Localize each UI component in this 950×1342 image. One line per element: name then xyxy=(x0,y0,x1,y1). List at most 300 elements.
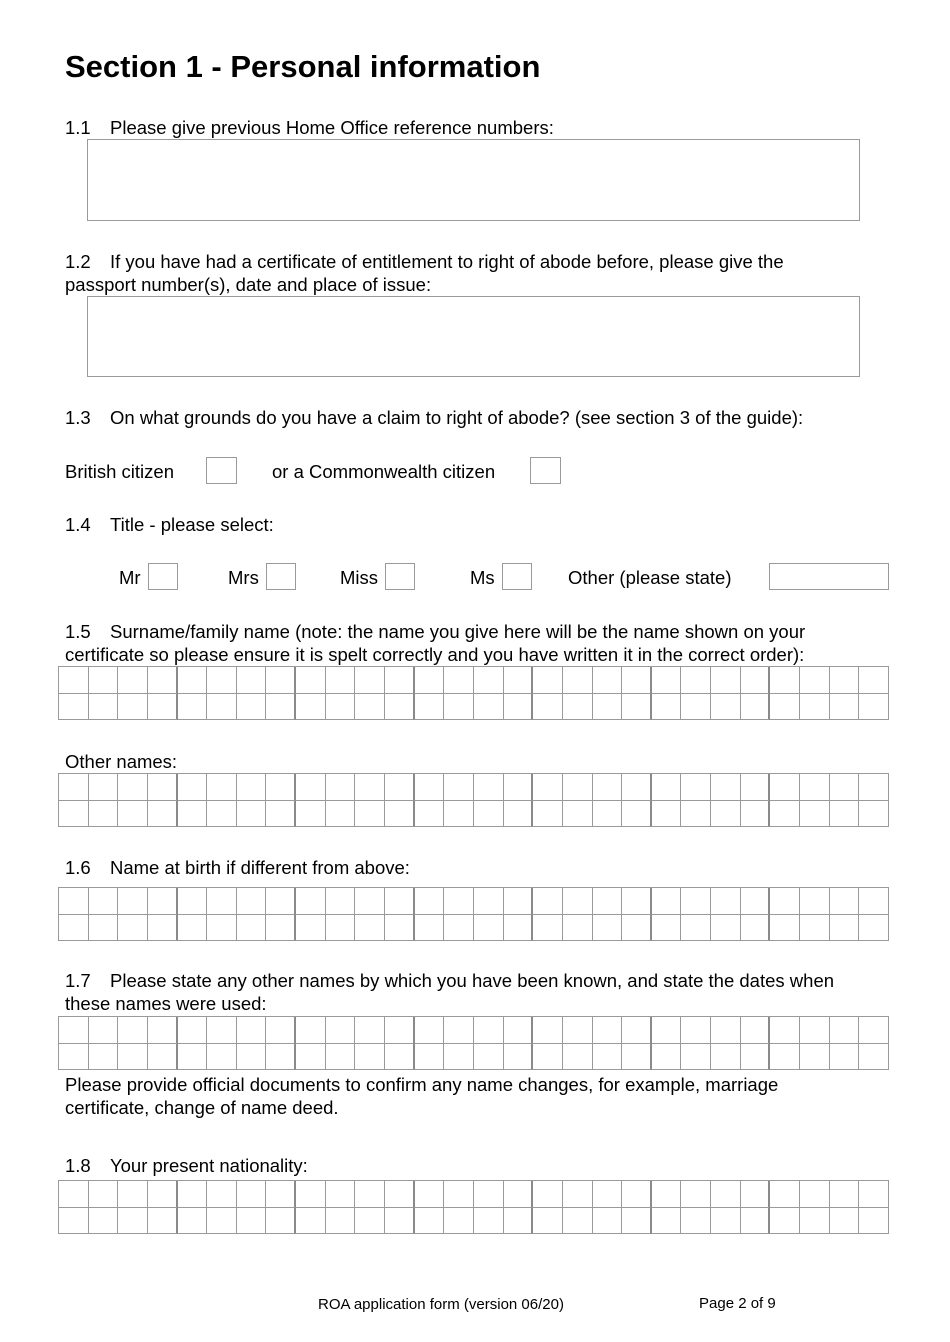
character-cell[interactable] xyxy=(474,1017,504,1044)
character-cell[interactable] xyxy=(711,694,741,721)
character-cell[interactable] xyxy=(593,1044,623,1071)
character-cell[interactable] xyxy=(622,1017,652,1044)
character-cell[interactable] xyxy=(207,1181,237,1208)
character-cell[interactable] xyxy=(859,694,889,721)
character-cell[interactable] xyxy=(59,915,89,942)
character-cell[interactable] xyxy=(59,1044,89,1071)
character-cell[interactable] xyxy=(296,667,326,694)
character-cell[interactable] xyxy=(859,915,889,942)
character-cell[interactable] xyxy=(326,1208,356,1235)
character-cell[interactable] xyxy=(59,888,89,915)
character-cell[interactable] xyxy=(593,1208,623,1235)
question-text: Please give previous Home Office reference numbers: xyxy=(110,117,554,138)
character-cell[interactable] xyxy=(444,694,474,721)
character-cell[interactable] xyxy=(355,915,385,942)
character-cell[interactable] xyxy=(178,1044,208,1071)
character-cell[interactable] xyxy=(504,1181,534,1208)
character-cell[interactable] xyxy=(622,1044,652,1071)
character-cell[interactable] xyxy=(474,694,504,721)
character-cell[interactable] xyxy=(533,667,563,694)
character-cell[interactable] xyxy=(652,667,682,694)
title-other-input[interactable] xyxy=(769,563,889,590)
character-cell[interactable] xyxy=(355,1017,385,1044)
character-cell[interactable] xyxy=(178,1208,208,1235)
character-cell[interactable] xyxy=(237,1181,267,1208)
character-cell[interactable] xyxy=(533,888,563,915)
character-cell[interactable] xyxy=(622,1208,652,1235)
character-cell[interactable] xyxy=(326,888,356,915)
character-cell[interactable] xyxy=(415,1017,445,1044)
character-cell[interactable] xyxy=(326,694,356,721)
character-cell[interactable] xyxy=(237,1208,267,1235)
character-cell[interactable] xyxy=(830,888,860,915)
character-cell[interactable] xyxy=(444,888,474,915)
character-cell[interactable] xyxy=(89,1017,119,1044)
character-cell[interactable] xyxy=(415,915,445,942)
character-cell[interactable] xyxy=(148,1017,178,1044)
character-cell[interactable] xyxy=(474,1044,504,1071)
character-cell[interactable] xyxy=(681,1044,711,1071)
character-cell[interactable] xyxy=(711,1181,741,1208)
character-cell[interactable] xyxy=(444,774,474,801)
character-cell[interactable] xyxy=(415,774,445,801)
character-cell[interactable] xyxy=(741,1044,771,1071)
character-cell[interactable] xyxy=(800,1044,830,1071)
character-cell[interactable] xyxy=(89,1044,119,1071)
character-cell[interactable] xyxy=(296,915,326,942)
character-cell[interactable] xyxy=(681,1208,711,1235)
character-cell[interactable] xyxy=(118,1017,148,1044)
character-cell[interactable] xyxy=(770,1208,800,1235)
character-cell[interactable] xyxy=(59,667,89,694)
character-cell[interactable] xyxy=(800,667,830,694)
character-cell[interactable] xyxy=(474,888,504,915)
character-cell[interactable] xyxy=(681,915,711,942)
character-cell[interactable] xyxy=(178,801,208,828)
character-cell[interactable] xyxy=(355,1181,385,1208)
character-cell[interactable] xyxy=(148,774,178,801)
character-cell[interactable] xyxy=(563,915,593,942)
character-cell[interactable] xyxy=(178,667,208,694)
character-cell[interactable] xyxy=(711,915,741,942)
character-cell[interactable] xyxy=(118,1044,148,1071)
name-at-birth-character-grid[interactable] xyxy=(58,887,889,941)
character-cell[interactable] xyxy=(355,888,385,915)
character-cell[interactable] xyxy=(711,774,741,801)
character-cell[interactable] xyxy=(178,1017,208,1044)
character-cell[interactable] xyxy=(207,667,237,694)
question-number: 1.8 xyxy=(65,1155,91,1176)
character-cell[interactable] xyxy=(504,1044,534,1071)
character-cell[interactable] xyxy=(830,667,860,694)
character-cell[interactable] xyxy=(800,801,830,828)
character-cell[interactable] xyxy=(652,1181,682,1208)
character-cell[interactable] xyxy=(266,915,296,942)
character-cell[interactable] xyxy=(474,801,504,828)
character-cell[interactable] xyxy=(266,1181,296,1208)
character-cell[interactable] xyxy=(207,1044,237,1071)
character-cell[interactable] xyxy=(711,1017,741,1044)
character-cell[interactable] xyxy=(593,1181,623,1208)
character-cell[interactable] xyxy=(415,667,445,694)
character-cell[interactable] xyxy=(415,694,445,721)
character-cell[interactable] xyxy=(741,915,771,942)
character-cell[interactable] xyxy=(118,667,148,694)
character-cell[interactable] xyxy=(830,774,860,801)
character-cell[interactable] xyxy=(681,888,711,915)
character-cell[interactable] xyxy=(296,694,326,721)
character-cell[interactable] xyxy=(178,694,208,721)
character-cell[interactable] xyxy=(266,774,296,801)
character-cell[interactable] xyxy=(444,801,474,828)
character-cell[interactable] xyxy=(237,888,267,915)
character-cell[interactable] xyxy=(207,774,237,801)
character-cell[interactable] xyxy=(326,801,356,828)
character-cell[interactable] xyxy=(266,1208,296,1235)
character-cell[interactable] xyxy=(178,888,208,915)
character-cell[interactable] xyxy=(859,1017,889,1044)
character-cell[interactable] xyxy=(533,915,563,942)
character-cell[interactable] xyxy=(563,801,593,828)
character-cell[interactable] xyxy=(415,1181,445,1208)
character-cell[interactable] xyxy=(622,915,652,942)
character-cell[interactable] xyxy=(593,915,623,942)
character-cell[interactable] xyxy=(355,801,385,828)
character-cell[interactable] xyxy=(504,915,534,942)
character-cell[interactable] xyxy=(474,667,504,694)
character-cell[interactable] xyxy=(859,888,889,915)
character-cell[interactable] xyxy=(563,774,593,801)
character-cell[interactable] xyxy=(563,1017,593,1044)
character-cell[interactable] xyxy=(770,774,800,801)
character-cell[interactable] xyxy=(741,1181,771,1208)
character-cell[interactable] xyxy=(622,888,652,915)
character-cell[interactable] xyxy=(266,888,296,915)
character-cell[interactable] xyxy=(266,801,296,828)
character-cell[interactable] xyxy=(415,1044,445,1071)
character-cell[interactable] xyxy=(830,1017,860,1044)
character-cell[interactable] xyxy=(622,801,652,828)
character-cell[interactable] xyxy=(326,915,356,942)
character-cell[interactable] xyxy=(504,694,534,721)
character-cell[interactable] xyxy=(681,1181,711,1208)
nationality-character-grid[interactable] xyxy=(58,1180,889,1234)
character-cell[interactable] xyxy=(89,1208,119,1235)
character-cell[interactable] xyxy=(593,774,623,801)
character-cell[interactable] xyxy=(830,801,860,828)
character-cell[interactable] xyxy=(504,1208,534,1235)
character-cell[interactable] xyxy=(474,915,504,942)
character-cell[interactable] xyxy=(859,1044,889,1071)
question-text: Surname/family name (note: the name you give here will be the name shown on your xyxy=(110,621,806,642)
character-cell[interactable] xyxy=(770,1044,800,1071)
character-cell[interactable] xyxy=(326,667,356,694)
character-cell[interactable] xyxy=(207,1017,237,1044)
character-cell[interactable] xyxy=(385,1208,415,1235)
character-cell[interactable] xyxy=(415,888,445,915)
character-cell[interactable] xyxy=(148,694,178,721)
character-cell[interactable] xyxy=(741,667,771,694)
character-cell[interactable] xyxy=(652,915,682,942)
character-cell[interactable] xyxy=(296,1208,326,1235)
character-cell[interactable] xyxy=(859,1181,889,1208)
character-cell[interactable] xyxy=(385,774,415,801)
character-cell[interactable] xyxy=(593,1017,623,1044)
character-cell[interactable] xyxy=(415,1208,445,1235)
character-cell[interactable] xyxy=(118,801,148,828)
character-cell[interactable] xyxy=(800,694,830,721)
title-miss-checkbox[interactable] xyxy=(385,563,415,590)
character-cell[interactable] xyxy=(770,1017,800,1044)
character-cell[interactable] xyxy=(444,1181,474,1208)
character-cell[interactable] xyxy=(178,915,208,942)
character-cell[interactable] xyxy=(118,774,148,801)
character-cell[interactable] xyxy=(296,801,326,828)
character-cell[interactable] xyxy=(681,667,711,694)
character-cell[interactable] xyxy=(770,915,800,942)
character-cell[interactable] xyxy=(326,1017,356,1044)
character-cell[interactable] xyxy=(385,694,415,721)
character-cell[interactable] xyxy=(266,1017,296,1044)
character-cell[interactable] xyxy=(800,774,830,801)
character-cell[interactable] xyxy=(385,1181,415,1208)
character-cell[interactable] xyxy=(118,915,148,942)
character-cell[interactable] xyxy=(326,1044,356,1071)
character-cell[interactable] xyxy=(385,801,415,828)
character-cell[interactable] xyxy=(741,801,771,828)
character-cell[interactable] xyxy=(563,667,593,694)
character-cell[interactable] xyxy=(859,774,889,801)
character-cell[interactable] xyxy=(593,694,623,721)
character-cell[interactable] xyxy=(148,1044,178,1071)
character-cell[interactable] xyxy=(355,774,385,801)
title-mr-checkbox[interactable] xyxy=(148,563,178,590)
character-cell[interactable] xyxy=(770,667,800,694)
character-cell[interactable] xyxy=(622,667,652,694)
character-cell[interactable] xyxy=(178,1181,208,1208)
character-cell[interactable] xyxy=(118,1208,148,1235)
character-cell[interactable] xyxy=(237,1044,267,1071)
character-cell[interactable] xyxy=(533,1208,563,1235)
character-cell[interactable] xyxy=(266,1044,296,1071)
character-cell[interactable] xyxy=(89,667,119,694)
character-cell[interactable] xyxy=(533,1017,563,1044)
character-cell[interactable] xyxy=(622,1181,652,1208)
character-cell[interactable] xyxy=(326,1181,356,1208)
character-cell[interactable] xyxy=(355,667,385,694)
character-cell[interactable] xyxy=(800,1017,830,1044)
character-cell[interactable] xyxy=(385,888,415,915)
character-cell[interactable] xyxy=(859,667,889,694)
character-cell[interactable] xyxy=(148,888,178,915)
character-cell[interactable] xyxy=(207,1208,237,1235)
character-cell[interactable] xyxy=(444,1017,474,1044)
character-cell[interactable] xyxy=(652,888,682,915)
character-cell[interactable] xyxy=(652,1017,682,1044)
character-cell[interactable] xyxy=(741,1017,771,1044)
character-cell[interactable] xyxy=(830,1208,860,1235)
character-cell[interactable] xyxy=(622,774,652,801)
character-cell[interactable] xyxy=(296,1044,326,1071)
character-cell[interactable] xyxy=(652,694,682,721)
character-cell[interactable] xyxy=(593,888,623,915)
character-cell[interactable] xyxy=(237,915,267,942)
character-cell[interactable] xyxy=(296,774,326,801)
character-cell[interactable] xyxy=(266,694,296,721)
character-cell[interactable] xyxy=(326,774,356,801)
character-cell[interactable] xyxy=(148,801,178,828)
character-cell[interactable] xyxy=(89,915,119,942)
character-cell[interactable] xyxy=(296,1181,326,1208)
character-cell[interactable] xyxy=(533,774,563,801)
character-cell[interactable] xyxy=(711,1208,741,1235)
character-cell[interactable] xyxy=(800,1208,830,1235)
character-cell[interactable] xyxy=(593,801,623,828)
home-office-reference-input[interactable] xyxy=(87,139,860,221)
character-cell[interactable] xyxy=(652,1044,682,1071)
surname-character-grid[interactable] xyxy=(58,666,889,720)
character-cell[interactable] xyxy=(296,888,326,915)
character-cell[interactable] xyxy=(355,1208,385,1235)
character-cell[interactable] xyxy=(266,667,296,694)
character-cell[interactable] xyxy=(533,694,563,721)
character-cell[interactable] xyxy=(563,694,593,721)
character-cell[interactable] xyxy=(444,915,474,942)
character-cell[interactable] xyxy=(89,694,119,721)
character-cell[interactable] xyxy=(859,1208,889,1235)
character-cell[interactable] xyxy=(800,915,830,942)
character-cell[interactable] xyxy=(59,774,89,801)
character-cell[interactable] xyxy=(474,1181,504,1208)
character-cell[interactable] xyxy=(89,1181,119,1208)
character-cell[interactable] xyxy=(830,1044,860,1071)
character-cell[interactable] xyxy=(859,801,889,828)
character-cell[interactable] xyxy=(237,801,267,828)
character-cell[interactable] xyxy=(89,801,119,828)
character-cell[interactable] xyxy=(711,1044,741,1071)
character-cell[interactable] xyxy=(533,1181,563,1208)
character-cell[interactable] xyxy=(178,774,208,801)
character-cell[interactable] xyxy=(444,667,474,694)
character-cell[interactable] xyxy=(741,888,771,915)
character-cell[interactable] xyxy=(593,667,623,694)
character-cell[interactable] xyxy=(741,1208,771,1235)
character-cell[interactable] xyxy=(770,801,800,828)
character-cell[interactable] xyxy=(296,1017,326,1044)
character-cell[interactable] xyxy=(741,774,771,801)
character-cell[interactable] xyxy=(474,774,504,801)
character-cell[interactable] xyxy=(355,694,385,721)
character-cell[interactable] xyxy=(652,801,682,828)
character-cell[interactable] xyxy=(770,1181,800,1208)
character-cell[interactable] xyxy=(148,1181,178,1208)
character-cell[interactable] xyxy=(237,1017,267,1044)
character-cell[interactable] xyxy=(237,774,267,801)
character-cell[interactable] xyxy=(533,801,563,828)
character-cell[interactable] xyxy=(800,1181,830,1208)
character-cell[interactable] xyxy=(830,915,860,942)
character-cell[interactable] xyxy=(385,915,415,942)
character-cell[interactable] xyxy=(237,694,267,721)
character-cell[interactable] xyxy=(563,1044,593,1071)
question-number: 1.3 xyxy=(65,407,91,428)
character-cell[interactable] xyxy=(741,694,771,721)
character-cell[interactable] xyxy=(504,667,534,694)
character-cell[interactable] xyxy=(207,694,237,721)
character-cell[interactable] xyxy=(800,888,830,915)
character-cell[interactable] xyxy=(563,888,593,915)
character-cell[interactable] xyxy=(681,774,711,801)
character-cell[interactable] xyxy=(681,694,711,721)
character-cell[interactable] xyxy=(59,1208,89,1235)
character-cell[interactable] xyxy=(533,1044,563,1071)
character-cell[interactable] xyxy=(207,915,237,942)
character-cell[interactable] xyxy=(681,1017,711,1044)
character-cell[interactable] xyxy=(385,667,415,694)
character-cell[interactable] xyxy=(385,1044,415,1071)
character-cell[interactable] xyxy=(237,667,267,694)
character-cell[interactable] xyxy=(444,1208,474,1235)
character-cell[interactable] xyxy=(148,667,178,694)
character-cell[interactable] xyxy=(444,1044,474,1071)
character-cell[interactable] xyxy=(59,694,89,721)
character-cell[interactable] xyxy=(59,1017,89,1044)
previous-certificate-details-input[interactable] xyxy=(87,296,860,377)
character-cell[interactable] xyxy=(770,694,800,721)
question-number: 1.7 xyxy=(65,970,91,991)
character-cell[interactable] xyxy=(830,694,860,721)
character-cell[interactable] xyxy=(474,1208,504,1235)
character-cell[interactable] xyxy=(59,801,89,828)
character-cell[interactable] xyxy=(711,888,741,915)
character-cell[interactable] xyxy=(89,774,119,801)
other-names-character-grid[interactable] xyxy=(58,773,889,827)
character-cell[interactable] xyxy=(622,694,652,721)
question-1-5-line2: certificate so please ensure it is spelt correctly and you have written it in the correct order): xyxy=(65,644,805,665)
character-cell[interactable] xyxy=(415,801,445,828)
character-cell[interactable] xyxy=(118,1181,148,1208)
title-ms-checkbox[interactable] xyxy=(502,563,532,590)
character-cell[interactable] xyxy=(563,1208,593,1235)
character-cell[interactable] xyxy=(830,1181,860,1208)
commonwealth-citizen-checkbox[interactable] xyxy=(530,457,561,484)
character-cell[interactable] xyxy=(355,1044,385,1071)
character-cell[interactable] xyxy=(118,694,148,721)
character-cell[interactable] xyxy=(504,801,534,828)
character-cell[interactable] xyxy=(711,801,741,828)
character-cell[interactable] xyxy=(504,1017,534,1044)
character-cell[interactable] xyxy=(504,888,534,915)
character-cell[interactable] xyxy=(207,801,237,828)
character-cell[interactable] xyxy=(89,888,119,915)
character-cell[interactable] xyxy=(770,888,800,915)
british-citizen-checkbox[interactable] xyxy=(206,457,237,484)
character-cell[interactable] xyxy=(681,801,711,828)
character-cell[interactable] xyxy=(148,1208,178,1235)
character-cell[interactable] xyxy=(652,1208,682,1235)
character-cell[interactable] xyxy=(711,667,741,694)
character-cell[interactable] xyxy=(148,915,178,942)
other-known-names-character-grid[interactable] xyxy=(58,1016,889,1070)
character-cell[interactable] xyxy=(118,888,148,915)
character-cell[interactable] xyxy=(652,774,682,801)
character-cell[interactable] xyxy=(207,888,237,915)
character-cell[interactable] xyxy=(385,1017,415,1044)
character-cell[interactable] xyxy=(59,1181,89,1208)
character-cell[interactable] xyxy=(504,774,534,801)
title-mrs-checkbox[interactable] xyxy=(266,563,296,590)
character-cell[interactable] xyxy=(563,1181,593,1208)
